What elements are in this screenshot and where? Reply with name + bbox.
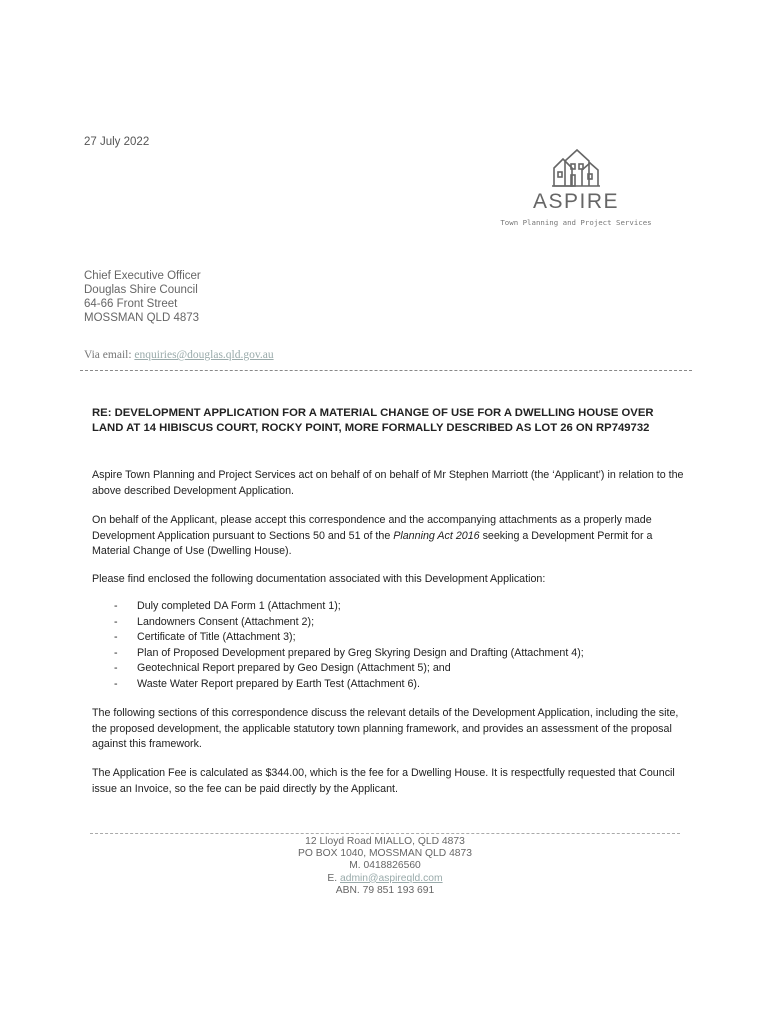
subject-heading: RE: DEVELOPMENT APPLICATION FOR A MATERIAL CHANGE OF USE FOR A DWELLING HOUSE OVER LAND AT 14 HIBISCUS COURT, ROCKY POINT, MORE FORMALLY DESCRIBED AS LOT 26 ON RP749732 bbox=[92, 407, 654, 434]
paragraph-application-text: seeking a Development Permit for a Material Change of Use (Dwelling House). bbox=[92, 529, 653, 557]
paragraph-enclosed: Please find enclosed the following documentation associated with this Development Application: bbox=[92, 573, 546, 585]
logo-wordmark: ASPIRE bbox=[532, 190, 620, 213]
via-email-line bbox=[84, 349, 274, 361]
footer-email-link[interactable]: admin@aspireqld.com bbox=[339, 872, 443, 884]
list-item: - Landowners Consent (Attachment 2); bbox=[92, 615, 687, 631]
footer-abn: ABN. 79 851 193 691 bbox=[335, 884, 435, 896]
recipient-line: MOSSMAN QLD 4873 bbox=[84, 312, 200, 324]
footer-contact bbox=[200, 836, 570, 897]
list-item: - Duly completed DA Form 1 (Attachment 1); bbox=[92, 599, 687, 615]
paragraph-sections: The following sections of this correspondence discuss the relevant details of the Development Application, including the site, the proposed development, the applicable statutory town planning framework, and provides an assessment of the proposal against this framework. bbox=[92, 707, 679, 750]
paragraph-fee: The Application Fee is calculated as $344.00, which is the fee for a Dwelling House. It is respectfully requested that Council issue an Invoice, so the fee can be paid directly by the Applicant. bbox=[92, 767, 675, 795]
recipient-line: Douglas Shire Council bbox=[84, 284, 198, 296]
footer-email-line bbox=[200, 873, 570, 885]
footer-phone: M. 0418826560 bbox=[349, 860, 421, 872]
list-item: - Waste Water Report prepared by Earth Test (Attachment 6). bbox=[92, 677, 687, 693]
paragraph-application bbox=[92, 513, 687, 560]
footer-divider bbox=[90, 833, 680, 834]
recipient-line: Chief Executive Officer bbox=[84, 270, 201, 282]
logo-tagline: Town Planning and Project Services bbox=[500, 218, 652, 227]
footer-address-line: PO BOX 1040, MOSSMAN QLD 4873 bbox=[298, 848, 472, 860]
via-email-label: Via email: bbox=[84, 349, 135, 361]
list-item: - Geotechnical Report prepared by Geo Design (Attachment 5); and bbox=[92, 661, 687, 677]
list-item: - Certificate of Title (Attachment 3); bbox=[92, 630, 687, 646]
recipient-address bbox=[84, 269, 201, 325]
footer-address-line: 12 Lloyd Road MIALLO, QLD 4873 bbox=[305, 836, 465, 847]
recipient-email-link[interactable]: enquiries@douglas.qld.gov.au bbox=[134, 349, 274, 361]
paragraph-application-text: On behalf of the Applicant, please accept this correspondence and the accompanying attachments as a properly made Development Application pursuant to Sections 50 and 51 of the bbox=[92, 514, 652, 542]
attachment-list bbox=[92, 599, 687, 692]
houses-logo-icon bbox=[550, 144, 602, 188]
list-item: - Plan of Proposed Development prepared by Greg Skyring Design and Drafting (Attachment 4); bbox=[92, 646, 687, 662]
recipient-line: 64-66 Front Street bbox=[84, 298, 178, 310]
header-divider bbox=[80, 370, 692, 371]
planning-act-title: Planning Act 2016 bbox=[393, 529, 480, 542]
paragraph-intro: Aspire Town Planning and Project Services act on behalf of on behalf of Mr Stephen Marriott (the ‘Applicant’) in relation to the above described Development Application. bbox=[92, 469, 684, 497]
aspire-logo bbox=[486, 144, 666, 227]
letter-date: 27 July 2022 bbox=[84, 136, 150, 148]
footer-email-label: E. bbox=[327, 872, 340, 884]
